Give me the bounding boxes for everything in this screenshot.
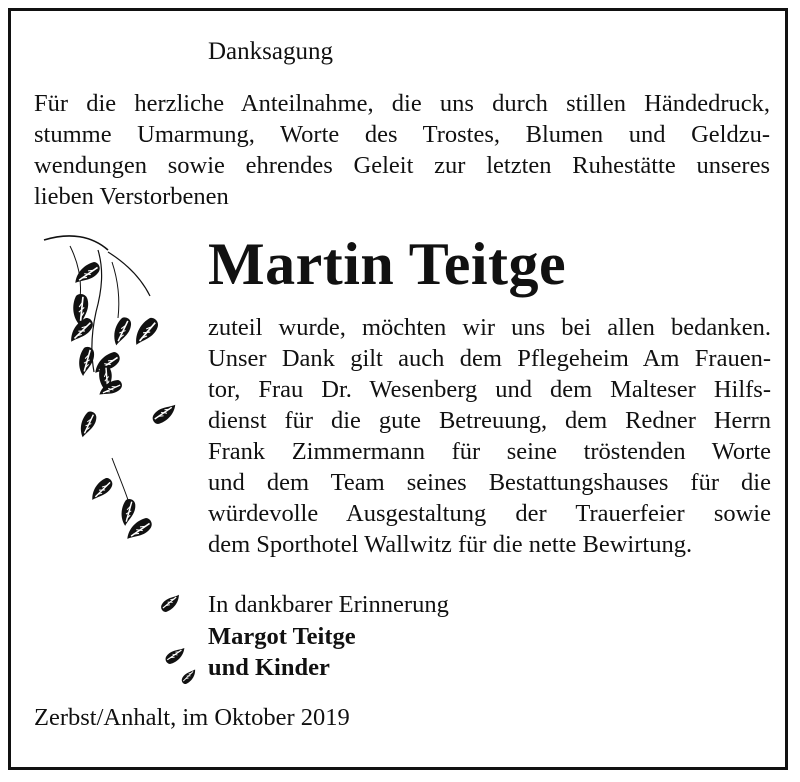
signature-name: Margot Teitge: [208, 623, 356, 650]
notice-heading: Danksagung: [208, 38, 333, 65]
intro-line: stumme Umarmung, Worte des Trostes, Blumen und Geldzu-: [34, 121, 770, 148]
intro-line: Für die herzliche Anteilnahme, die uns durch stillen Händedruck,: [34, 90, 770, 117]
closing-text: In dankbarer Erinnerung: [208, 591, 449, 618]
body-line: tor, Frau Dr. Wesenberg und dem Malteser Hilfs-: [208, 376, 771, 403]
body-line: Unser Dank gilt auch dem Pflegeheim Am Frauen-: [208, 345, 771, 372]
body-line: würdevolle Ausgestaltung der Trauerfeier sowie: [208, 500, 771, 527]
signature-family: und Kinder: [208, 654, 330, 681]
body-line: Frank Zimmermann für seine tröstenden Worte: [208, 438, 771, 465]
body-line: dem Sporthotel Wallwitz für die nette Bewirtung.: [208, 531, 693, 558]
body-line: dienst für die gute Betreuung, dem Redner Herrn: [208, 407, 771, 434]
place-date: Zerbst/Anhalt, im Oktober 2019: [34, 704, 350, 731]
intro-line: lieben Verstorbenen: [34, 183, 229, 210]
intro-line: wendungen sowie ehrendes Geleit zur letzten Ruhestätte unseres: [34, 152, 770, 179]
body-line: zuteil wurde, möchten wir uns bei allen bedanken.: [208, 314, 771, 341]
deceased-name: Martin Teitge: [208, 231, 567, 297]
body-line: und dem Team seines Bestattungshauses für die: [208, 469, 771, 496]
